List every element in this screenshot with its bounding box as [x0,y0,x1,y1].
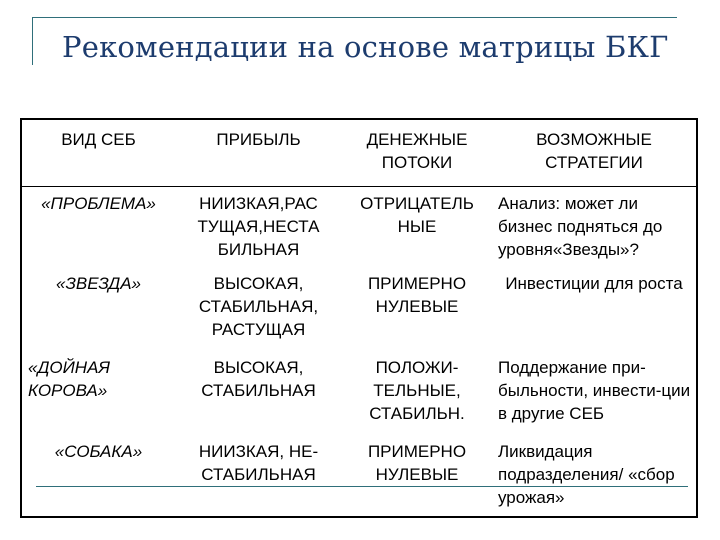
bcg-recommendations-table [20,118,698,518]
cashflow-cell: ПОЛОЖИ-ТЕЛЬНЫЕ, СТАБИЛЬН. [369,357,465,423]
profit-cell: НИИЗКАЯ, НЕ-СТАБИЛЬНАЯ [198,441,319,484]
strategy-cell: Ликвидация подразделения/ «сбор урожая» [498,441,675,507]
cashflow-cell: ПРИМЕРНО НУЛЕВЫЕ [367,441,467,484]
table-row [21,351,697,435]
strategy-cell: Поддержание при-быльности, инвести-ции в другие СЕБ [498,357,691,423]
profit-cell: ВЫСОКАЯ, СТАБИЛЬНАЯ, РАСТУЩАЯ [198,273,319,339]
table-header-row [21,119,697,187]
profit-cell: НИИЗКАЯ,РАС ТУЩАЯ,НЕСТА БИЛЬНАЯ [197,194,320,259]
profit-cell: ВЫСОКАЯ, СТАБИЛЬНАЯ [201,357,316,400]
cashflow-cell: ОТРИЦАТЕЛЬ НЫЕ [360,194,474,236]
sbu-type-cell: «ПРОБЛЕМА» [41,194,156,213]
slide-title: Рекомендации на основе матрицы БКГ [62,30,669,64]
strategy-cell: Инвестиции для роста [505,273,683,293]
decorative-top-line [32,17,677,18]
table-row [21,267,697,351]
sbu-type-cell: «СОБАКА» [54,441,143,461]
header-strategies: ВОЗМОЖНЫЕ СТРАТЕГИИ [536,130,652,172]
decorative-bottom-line [36,486,688,487]
cashflow-cell: ПРИМЕРНО НУЛЕВЫЕ [367,273,467,316]
header-profit: ПРИБЫЛЬ [216,130,301,149]
sbu-type-cell: «ЗВЕЗДА» [55,273,141,293]
decorative-left-line [32,17,33,65]
sbu-type-cell: «ДОЙНАЯ КОРОВА» [28,357,111,400]
table-row [21,187,697,267]
table-row [21,435,697,518]
header-sbu-type: ВИД СЕБ [61,130,136,149]
header-cashflow: ДЕНЕЖНЫЕ ПОТОКИ [366,130,468,172]
strategy-cell: Анализ: может ли бизнес подняться до уровня«Звезды»? [498,194,663,259]
